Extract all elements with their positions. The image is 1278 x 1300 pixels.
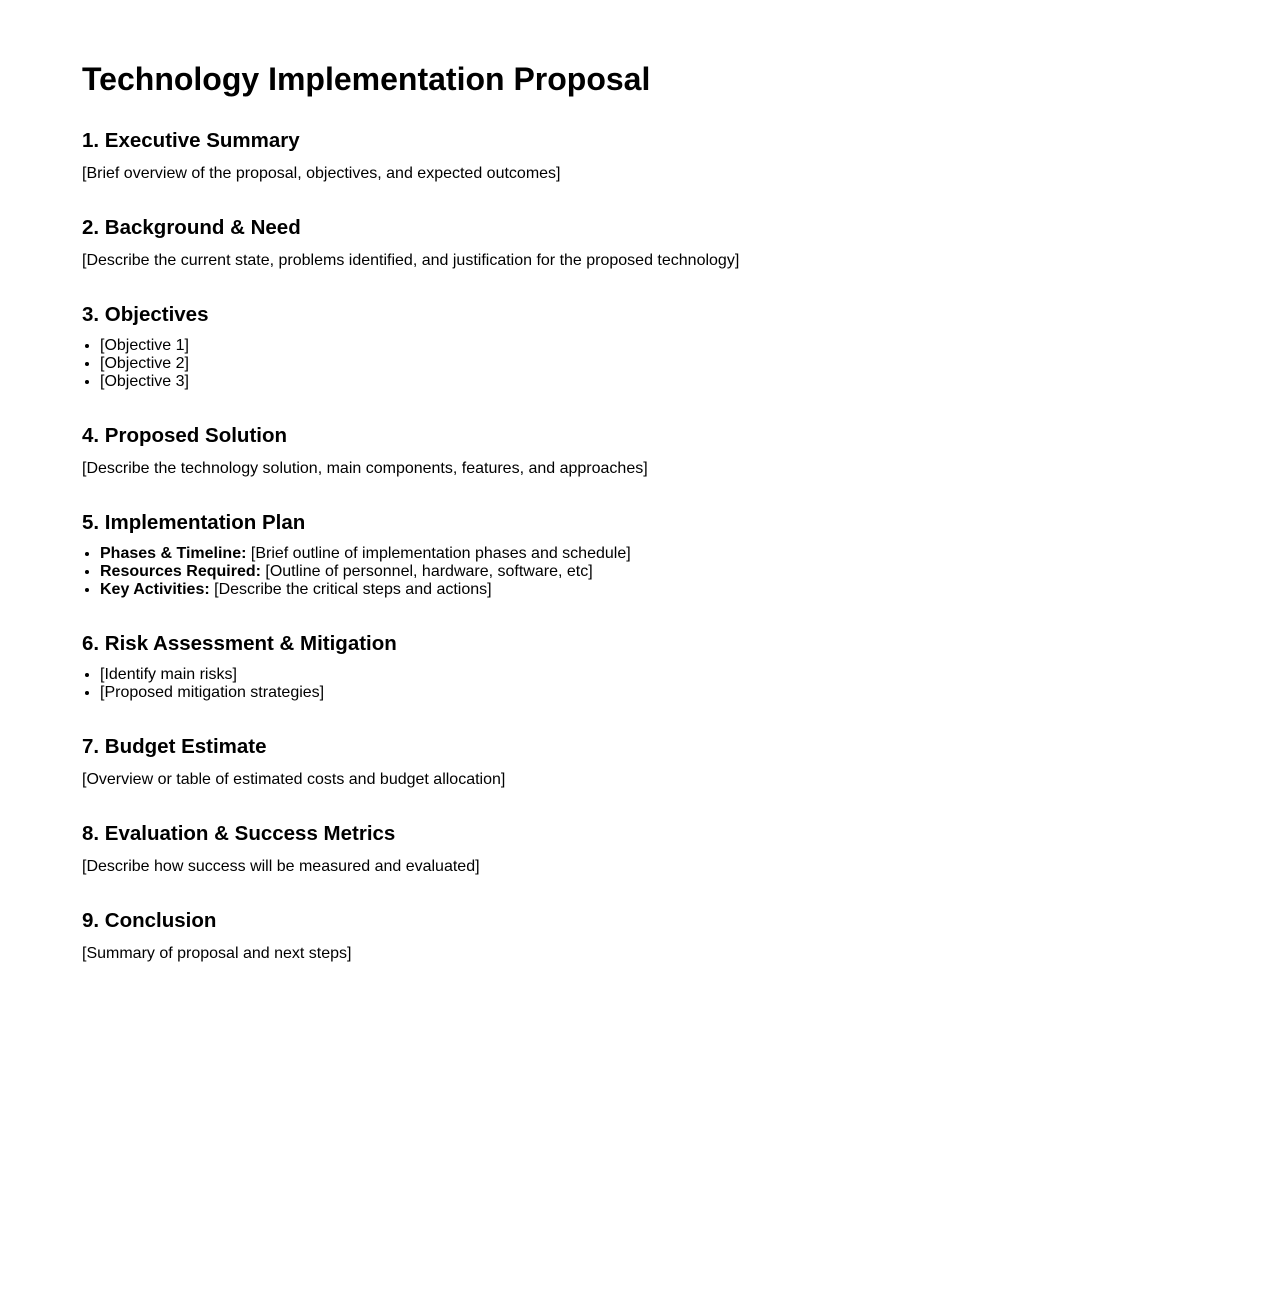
list-item (100, 581, 1182, 599)
section-body: [Describe the technology solution, main components, features, and approaches] (82, 460, 648, 477)
document (82, 58, 1182, 963)
section-heading: 9. Conclusion (82, 909, 217, 932)
list-item: • [Objective 3] (100, 373, 1182, 391)
list-item: • [Identify main risks] (100, 666, 1182, 684)
implementation-list (82, 545, 1182, 599)
section-heading: 7. Budget Estimate (82, 735, 267, 758)
list-item (100, 563, 1182, 581)
section-heading: 3. Objectives (82, 303, 209, 326)
page-title: Technology Implementation Proposal (82, 61, 651, 97)
section-heading: 2. Background & Need (82, 216, 301, 239)
item-text: [Outline of personnel, hardware, software, etc] (260, 563, 593, 580)
section-evaluation-metrics (82, 822, 1182, 876)
section-budget-estimate (82, 735, 1182, 789)
section-proposed-solution (82, 424, 1182, 478)
item-text: [Describe the critical steps and actions] (209, 581, 492, 598)
section-body: [Describe the current state, problems identified, and justification for the proposed technology] (82, 252, 740, 269)
list-item: • [Proposed mitigation strategies] (100, 684, 1182, 702)
item-label: Resources Required: (100, 563, 261, 580)
section-body: [Overview or table of estimated costs and budget allocation] (82, 771, 506, 788)
section-executive-summary (82, 129, 1182, 183)
section-body: [Describe how success will be measured and evaluated] (82, 858, 480, 875)
section-heading: 1. Executive Summary (82, 129, 300, 152)
item-label: Key Activities: (100, 581, 210, 598)
section-heading: 5. Implementation Plan (82, 511, 306, 534)
objectives-list (82, 337, 1182, 391)
list-item: • [Objective 2] (100, 355, 1182, 373)
section-heading: 6. Risk Assessment & Mitigation (82, 632, 397, 655)
section-background-need (82, 216, 1182, 270)
section-objectives (82, 303, 1182, 391)
risk-list (82, 666, 1182, 702)
section-risk-assessment (82, 632, 1182, 702)
section-conclusion (82, 909, 1182, 963)
section-body: [Brief overview of the proposal, objectives, and expected outcomes] (82, 165, 561, 182)
list-item (100, 545, 1182, 563)
item-label: Phases & Timeline: (100, 545, 247, 562)
section-heading: 4. Proposed Solution (82, 424, 288, 447)
list-item: • [Objective 1] (100, 337, 1182, 355)
item-text: [Brief outline of implementation phases and schedule] (246, 545, 631, 562)
section-implementation-plan (82, 511, 1182, 599)
section-body: [Summary of proposal and next steps] (82, 945, 352, 962)
section-heading: 8. Evaluation & Success Metrics (82, 822, 396, 845)
